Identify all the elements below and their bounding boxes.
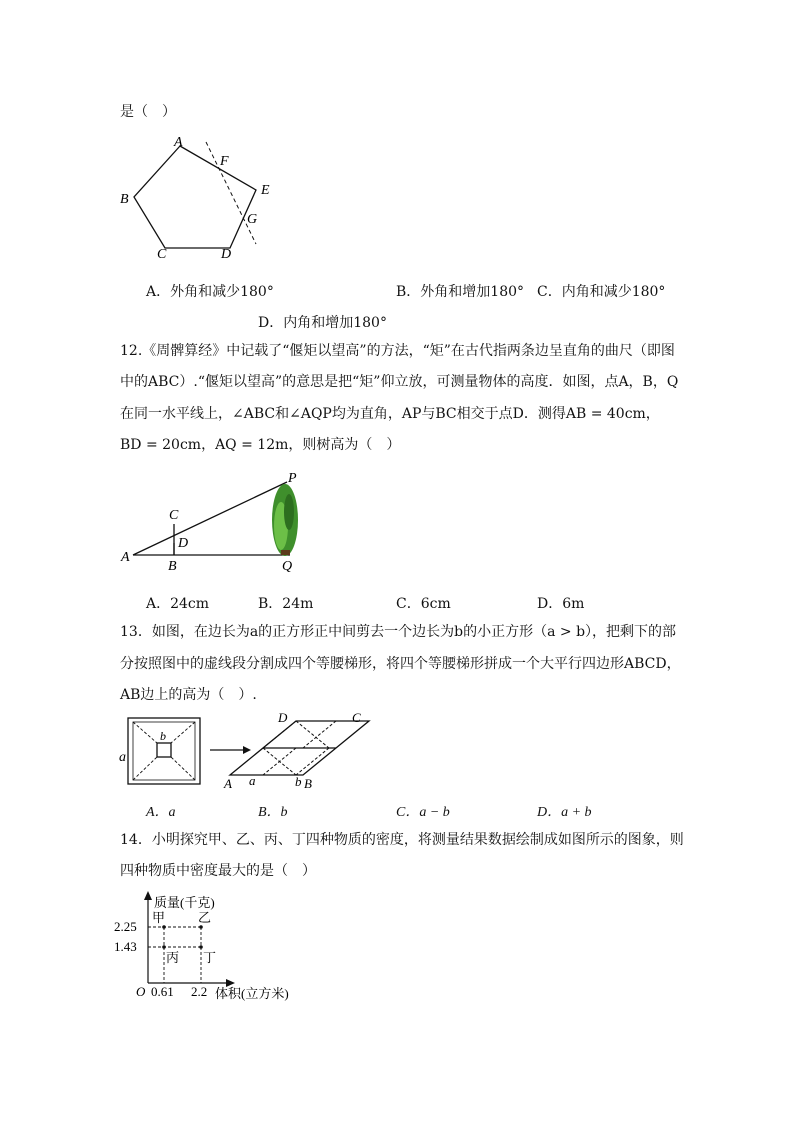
q11-pentagon-figure bbox=[110, 130, 280, 260]
point-ding bbox=[199, 945, 203, 949]
q12-option-b: B．24m bbox=[258, 596, 314, 612]
q13-option-a: A．a bbox=[146, 805, 176, 820]
sight-line-ap bbox=[133, 482, 287, 555]
label-jia: 甲 bbox=[152, 910, 166, 925]
y-axis-label: 质量(千克) bbox=[154, 895, 215, 910]
label-A: A bbox=[224, 776, 232, 791]
point-jia bbox=[162, 925, 166, 929]
q12-option-c: C．6cm bbox=[396, 596, 451, 612]
q12-line-1: 12.《周髀算经》中记载了“偃矩以望高”的方法，“矩”在古代指两条边呈直角的曲尺（即图 bbox=[120, 343, 675, 359]
q13-option-c: C．a − b bbox=[396, 805, 450, 820]
q12-line-4: BD = 20cm，AQ = 12m，则树高为（ ） bbox=[120, 437, 401, 453]
q13-square-figure bbox=[115, 710, 375, 792]
q11-option-a: A．外角和减少180° bbox=[146, 284, 274, 300]
label-C: C bbox=[352, 710, 361, 725]
q12-option-a: A．24cm bbox=[146, 596, 210, 612]
label-B: B bbox=[120, 192, 129, 207]
label-B: B bbox=[168, 559, 177, 574]
big-square bbox=[128, 718, 200, 784]
y-axis-arrow-icon bbox=[144, 891, 152, 900]
q13-line-2: 分按照图中的虚线段分割成四个等腰梯形，将四个等腰梯形拼成一个大平行四边形ABCD， bbox=[120, 656, 681, 672]
q12-option-d: D．6m bbox=[537, 596, 585, 612]
label-D: D bbox=[278, 710, 288, 725]
label-C: C bbox=[157, 247, 167, 260]
label-Q: Q bbox=[282, 559, 293, 574]
label-E: E bbox=[261, 183, 270, 198]
q13-option-d: D．a + b bbox=[537, 805, 592, 820]
label-ding: 丁 bbox=[203, 950, 217, 965]
cut-dashed-line bbox=[206, 142, 256, 244]
pentagon-shape bbox=[134, 146, 256, 248]
label-b-bottom: b bbox=[295, 774, 302, 789]
q11-option-b: B．外角和增加180° bbox=[396, 284, 525, 300]
label-bing: 丙 bbox=[166, 950, 180, 965]
q12-line-3: 在同一水平线上，∠ABC和∠AQP均为直角，AP与BC相交于点D．测得AB = 40cm， bbox=[120, 406, 660, 422]
xtick-2-2: 2.2 bbox=[191, 984, 208, 999]
tree-image bbox=[272, 484, 298, 556]
ytick-2-25: 2.25 bbox=[114, 919, 137, 934]
label-D: D bbox=[178, 536, 189, 551]
label-P: P bbox=[288, 471, 297, 486]
q14-line-2: 四种物质中密度最大的是（ ） bbox=[120, 863, 316, 879]
xtick-0-61: 0.61 bbox=[151, 984, 174, 999]
q14-line-1: 14．小明探究甲、乙、丙、丁四种物质的密度，将测量结果数据绘制成如图所示的图象，则 bbox=[120, 832, 684, 848]
q11-option-d: D．内角和增加180° bbox=[258, 315, 387, 331]
small-square bbox=[157, 743, 171, 757]
label-B: B bbox=[304, 776, 312, 791]
q13-line-1: 13．如图，在边长为a的正方形正中间剪去一个边长为b的小正方形（a > b），把剩下的部 bbox=[120, 624, 677, 640]
origin-label: O bbox=[136, 984, 146, 999]
point-bing bbox=[162, 945, 166, 949]
q14-density-graph bbox=[110, 888, 315, 1006]
x-axis-label: 体积(立方米) bbox=[215, 986, 289, 1001]
label-A: A bbox=[121, 550, 130, 565]
label-A: A bbox=[174, 135, 183, 150]
q13-option-b: B．b bbox=[258, 805, 288, 820]
label-yi: 乙 bbox=[198, 910, 212, 925]
point-yi bbox=[199, 925, 203, 929]
q12-tree-figure bbox=[115, 468, 325, 578]
label-D: D bbox=[221, 247, 232, 260]
label-G: G bbox=[247, 212, 258, 227]
label-F: F bbox=[220, 154, 229, 169]
q11-option-c: C．内角和减少180° bbox=[537, 284, 666, 300]
label-a-left: a bbox=[119, 750, 126, 765]
q13-line-3: AB边上的高为（ ）. bbox=[120, 687, 257, 703]
ytick-1-43: 1.43 bbox=[114, 939, 137, 954]
label-b-top: b bbox=[160, 729, 166, 743]
label-C: C bbox=[169, 508, 179, 523]
q12-line-2: 中的ABC）.“偃矩以望高”的意思是把“矩”仰立放，可测量物体的高度．如图，点A，B，Q bbox=[120, 374, 679, 390]
q11-question-tail: 是（ ） bbox=[120, 104, 176, 120]
label-a-bottom: a bbox=[249, 773, 256, 788]
